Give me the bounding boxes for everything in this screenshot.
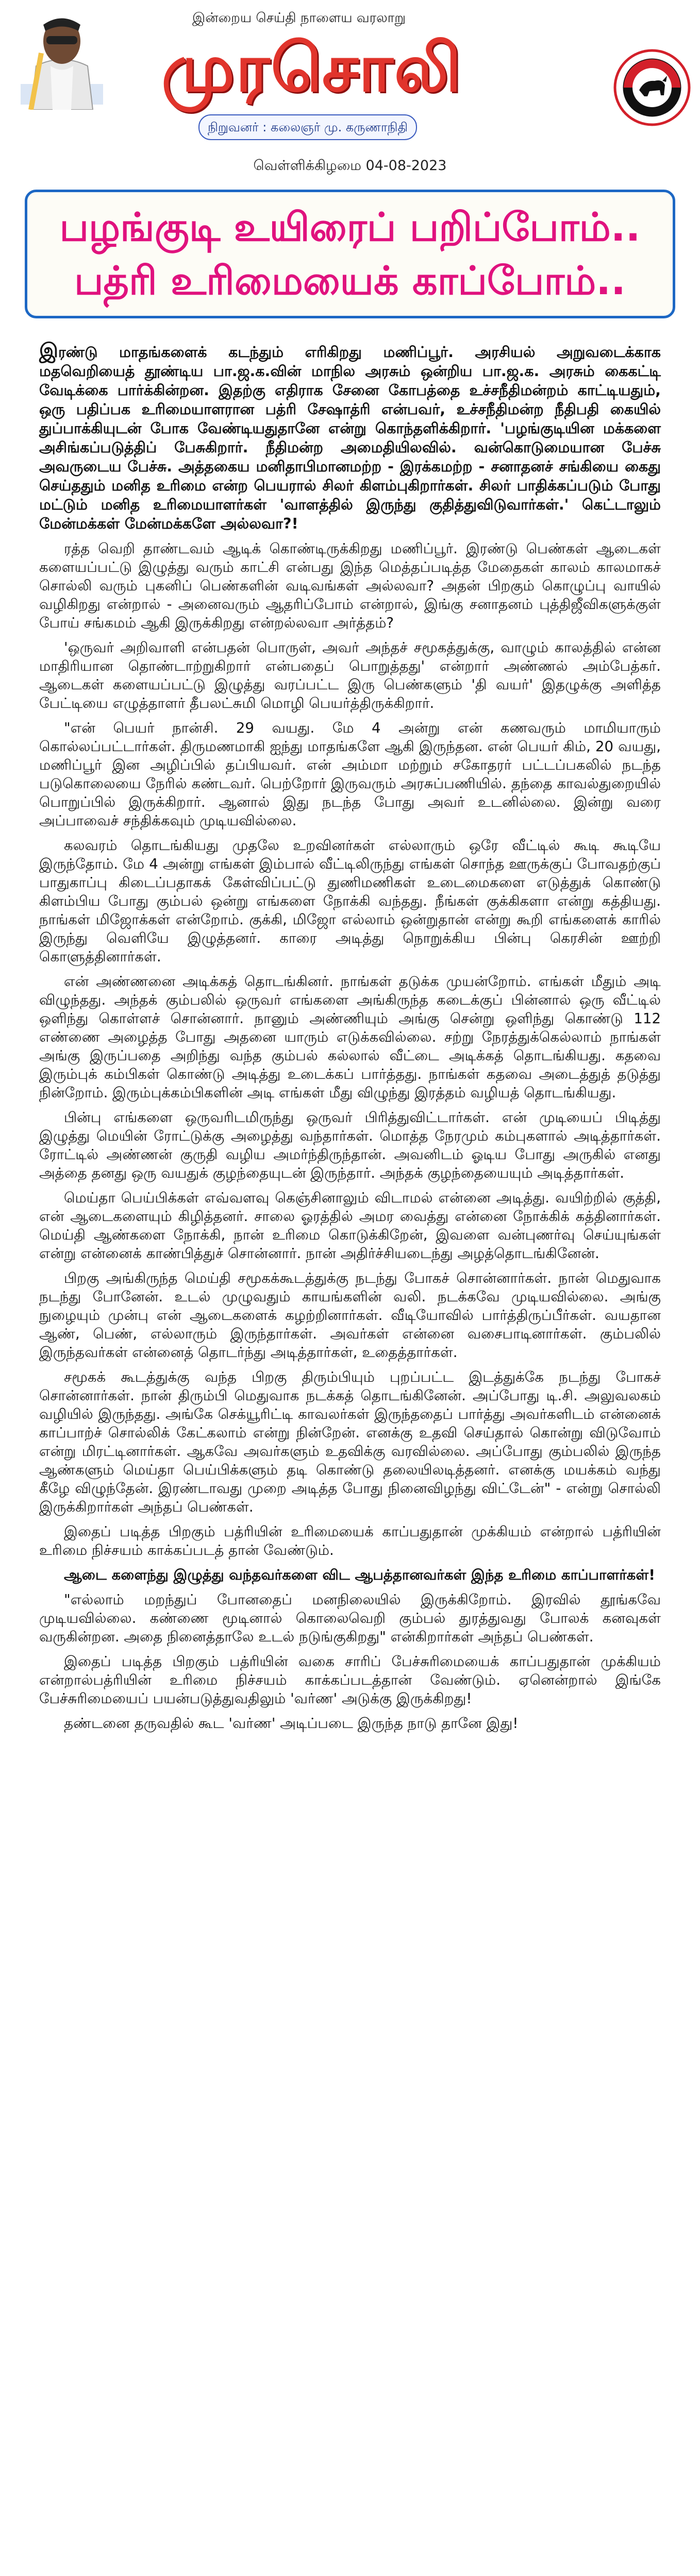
article-paragraph: பின்பு எங்களை ஒருவரிடமிருந்து ஒருவர் பிரித்துவிட்டார்கள். என் முடியைப் பிடித்து இழுத்து மெயின் ரோட்டுக்கு அழைத்து வந்தார்கள். மொத்த நேரமும் கம்புகளால் அடித்தார்கள். ரோட்டில் அண்ணன் குருதி வழிய அமர்ந்திருந்தான். அவனிடம் ஓடிய போது அருகில் எனது அத்தை தனது ஒரு வயதுக் குழந்தையுடன் இருந்தார். அந்தக் குழந்தையையும் அடித்தார்கள். bbox=[39, 1109, 661, 1181]
article-paragraph: "என் பெயர் நான்சி. 29 வயது. மே 4 அன்று என் கணவரும் மாமியாரும் கொல்லப்பட்டார்கள். திருமணமாகி ஐந்து மாதங்களே ஆகி இருந்தன. என் பெயர் கிம், 20 வயது, மணிப்பூர் இன அழிப்பில் தப்பியவர். என் அம்மா மற்றும் சகோதரர் பட்டப்பகலில் நடந்த படுகொலையை நேரில் கண்டவர். பெற்றோர் இருவரும் அரசுப்பணியில். தந்தை காவல்துறையில் பொறுப்பில் இருக்கிறார். ஆனால் இது நடந்த போது அவர் உடனில்லை. இன்று வரை அப்பாவைச் சந்திக்கவும் முடியவில்லை. bbox=[39, 719, 661, 829]
masthead-tagline: இன்றைய செய்தி நாளைய வரலாறு bbox=[192, 10, 406, 26]
article-body bbox=[26, 330, 674, 2576]
founder-portrait bbox=[10, 4, 113, 110]
article-paragraph: என் அண்ணனை அடிக்கத் தொடங்கினர். நாங்கள் தடுக்க முயன்றோம். எங்கள் மீதும் அடி விழுந்தது. அந்தக் கும்பலில் ஒருவர் எங்களை அங்கிருந்த கடைக்குப் பின்னால் ஒரு வீட்டில் ஒளிந்து கொள்ளச் சொன்னார். நானும் அண்ணியும் அங்கு சென்று ஒளிந்து கொண்டு 112 எண்ணை அழைத்த போது அதனை யாரும் எடுக்கவில்லை. சற்று நேரத்துக்கெல்லாம் நாங்கள் அங்கு இருப்பதை அறிந்து வந்த கும்பல் கல்லால் வீட்டை அடிக்கத் தொடங்கியது. கதவை இரும்புக் கம்பிகள் கொண்டு அடித்து உடைக்கப் பார்த்தது. நாங்கள் கதவை அடைத்துத் தடுத்து நின்றோம். இரும்புக்கம்பிகளின் அடி எங்கள் மீது விழுந்து இரத்தம் வழியத் தொடங்கியது. bbox=[39, 973, 661, 1101]
article-paragraph: கலவரம் தொடங்கியது முதலே உறவினர்கள் எல்லாரும் ஒரே வீட்டில் கூடி கூடியே இருந்தோம். மே 4 அன்று எங்கள் இம்பால் வீட்டிலிருந்து எங்கள் சொந்த ஊருக்குப் போவதற்குப் பாதுகாப்பு கிடைப்பதாகக் கேள்விப்பட்டு துணிமணிகள் உடைமைகளை எடுத்துக் கொண்டு கிளம்பிய போது கும்பல் ஒன்று எங்களை நோக்கி வந்தது. நீங்கள் குக்கிகளா என்று கத்தியது. நாங்கள் மிஜோக்கள் என்றோம். குக்கி, மிஜோ எல்லாம் ஒன்றுதான் என்று கூறி எங்களைக் காரில் இருந்து வெளியே இழுத்தனர். காரை அடித்து நொறுக்கிய பின்பு கெரசின் ஊற்றி கொளுத்தினார்கள். bbox=[39, 837, 661, 965]
headline-line-1: பழங்குடி உயிரைப் பறிப்போம்.. bbox=[59, 204, 641, 250]
article-paragraph-emphasis: ஆடை களைந்து இழுத்து வந்தவர்களை விட ஆபத்தானவர்கள் இந்த உரிமை காப்பாளர்கள்! bbox=[64, 1566, 655, 1583]
article-paragraph: இதைப் படித்த பிறகும் பத்ரியின் வகை சாரிப் பேச்சுரிமையைக் காப்பதுதான் முக்கியம் என்றால்பத்ரியின் உரிமை நிச்சயம் காக்கப்படத்தான் வேண்டும். ஏனென்றால் இங்கே பேச்சுரிமையைப் பயன்படுத்துவதிலும் 'வர்ண' அடுக்கு இருக்கிறது! bbox=[39, 1653, 661, 1707]
headline-box bbox=[25, 190, 675, 318]
article-paragraph: மெய்தா பெய்பிக்கள் எவ்வளவு கெஞ்சினாலும் விடாமல் என்னை அடித்து. வயிற்றில் குத்தி, என் ஆடைகளையும் கிழித்தனர். சாலை ஓரத்தில் அமர வைத்து என்னை நோக்கிக் கத்தினார்கள். மெய்தி ஆண்களை நோக்கி, நான் உரிமை கொடுக்கிறேன், இவளை வன்புணர்வு செய்யுங்கள் என்று என்னைக் காண்பித்துச் சொன்னார். நான் அதிர்ச்சியடைந்து அழத்தொடங்கினேன். bbox=[39, 1189, 661, 1262]
party-emblem bbox=[613, 49, 691, 126]
article-closing-line: தண்டனை தருவதில் கூட 'வர்ண' அடிப்படை இருந்த நாடு தானே இது! bbox=[64, 1715, 519, 1732]
masthead bbox=[0, 0, 700, 144]
article-paragraph: பிறகு அங்கிருந்த மெய்தி சமூகக்கூடத்துக்கு நடந்து போகச் சொன்னார்கள். நான் மெதுவாக நடந்து போனேன். உடல் முழுவதும் காயங்களின் வலி. நடக்கவே முடியவில்லை. அங்கு நுழையும் முன்பு என் ஆடைகளைக் கழற்றினார்கள். வீடியோவில் பார்த்திருப்பீர்கள். வயதான ஆண், பெண், எல்லாரும் இருந்தார்கள். அவர்கள் என்னை வசைபாடினார்கள். கும்பலில் இருந்தவர்கள் என்னைத் தொடர்ந்து அடித்தார்கள், உதைத்தார்கள். bbox=[39, 1269, 661, 1361]
article-paragraph: 'ஒருவர் அறிவாளி என்பதன் பொருள், அவர் அந்தச் சமூகத்துக்கு, வாழும் காலத்தில் என்ன மாதிரியான தொண்டாற்றுகிறார் என்பதைப் பொறுத்தது' என்றார் அண்ணல் அம்பேத்கர். ஆடைகள் களையப்பட்டு இழுத்து வரப்பட்ட இரு பெண்களும் 'தி வயர்' இதழுக்கு அளித்த பேட்டியை எழுத்தாளர் தீபலட்சுமி மொழி பெயர்த்திருக்கிறார். bbox=[39, 639, 661, 711]
article-paragraph: ரத்த வெறி தாண்டவம் ஆடிக் கொண்டிருக்கிறது மணிப்பூர். இரண்டு பெண்கள் ஆடைகள் களையப்பட்டு இழுத்து வரும் காட்சி என்பது இந்த மெத்தப்படித்த மேதைகள் காலம் காலமாகச் சொல்லி வரும் புகனிப் பெண்களின் வடிவங்கள் அல்லவா? அதன் பிறகும் கொழுப்பு வாயில் வழிகிறது என்றால் - அனைவரும் ஆதரிப்போம் என்றால், இங்கு சனாதனம் புத்திஜீவிகளுக்குள் போய் சங்கமம் ஆகி இருக்கிறது என்றல்லவா அர்த்தம்? bbox=[39, 540, 661, 631]
article-paragraph: சமூகக் கூடத்துக்கு வந்த பிறகு திரும்பியும் புறப்பட்ட இடத்துக்கே நடந்து போகச் சொன்னார்கள். நான் திரும்பி மெதுவாக நடக்கத் தொடங்கினேன். அப்போது டி.சி. அலுவலகம் வழியில் இருந்தது. அங்கே செக்யூரிட்டி காவலர்கள் இருந்ததைப் பார்த்து அவர்களிடம் என்னைக் காப்பாற்ச் சொல்லிக் கேட்கலாம் என்று நின்றேன். எனக்கு உதவி செய்தால் கொன்று விடுவோம் என்று மிரட்டினார்கள். ஆகவே அவர்களும் உதவிக்கு வரவில்லை. அப்போது கும்பலில் இருந்த ஆண்களும் மெய்தா பெய்பிக்களும் தடி கொண்டு தலையிலடித்தனர். எனக்கு மயக்கம் வந்து கீழே விழுந்தேன். இரண்டாவது முறை அடித்த போது நினைவிழந்து விட்டேன்" - என்று சொல்லி இருக்கிறார்கள் அந்தப் பெண்கள். bbox=[39, 1368, 661, 1515]
headline-line-2: பத்ரி உரிமையைக் காப்போம்.. bbox=[74, 258, 626, 303]
newspaper-logo: முரசொலி bbox=[161, 30, 462, 107]
founder-credit: நிறுவனர் : கலைஞர் மு. கருணாநிதி bbox=[198, 114, 417, 140]
publication-date: வெள்ளிக்கிழமை 04-08-2023 bbox=[253, 158, 447, 174]
article-paragraph: இதைப் படித்த பிறகும் பத்ரியின் உரிமையைக் காப்பதுதான் முக்கியம் என்றால் பத்ரியின் உரிமை நிச்சயம் காக்கப்படத் தான் வேண்டும். bbox=[39, 1523, 661, 1558]
article-paragraph: "எல்லாம் மறந்துப் போனதைப் மனநிலையில் இருக்கிறோம். இரவில் தூங்கவே முடியவில்லை. கண்ணை மூடினால் கொலைவெறி கும்பல் துரத்துவது போலக் கனவுகள் வருகின்றன. அதை நினைத்தாலே உடல் நடுங்குகிறது" என்கிறார்கள் அந்தப் பெண்கள். bbox=[39, 1591, 661, 1645]
article-paragraph: இரண்டு மாதங்களைக் கடந்தும் எரிகிறது மணிப்பூர். அரசியல் அறுவடைக்காக மதவெறியைத் தூண்டிய பா.ஜ.க.வின் மாநில அரசும் ஒன்றிய பா.ஜ.க. அரசும் கைகட்டி வேடிக்கை பார்க்கின்றன. இதற்கு எதிராக சேனை கோபத்தை உச்சநீதிமன்றம் காட்டியதும், ஒரு பதிப்பக உரிமையாளரான பத்ரி சேஷாத்ரி என்பவர், உச்சநீதிமன்ற நீதிபதி கையில் துப்பாக்கியுடன் போக வேண்டியதுதானே என்று கொந்தளிக்கிறார். 'பழங்குடியின மக்களை அசிங்கப்படுத்திப் பேசுகிறார். நீதிமன்ற அமைதியிலவில். வன்கொடுமையான பேச்சு அவருடைய பேச்சு. அத்தகைய மனிதாபிமானமற்ற - இரக்கமற்ற - சனாதனச் சங்கியை கைது செய்ததும் மனித உரிமை என்ற பெயரால் சிலர் கிளம்புகிறார்கள். சிலர் பாதிக்கப்படும் போது மட்டும் மனித உரிமையாளர்கள் 'வாளத்தில் இருந்து குதித்துவிடுவார்கள்.' கெட்டாலும் மேன்மக்கள் மேன்மக்களே அல்லவா?! bbox=[39, 339, 661, 532]
